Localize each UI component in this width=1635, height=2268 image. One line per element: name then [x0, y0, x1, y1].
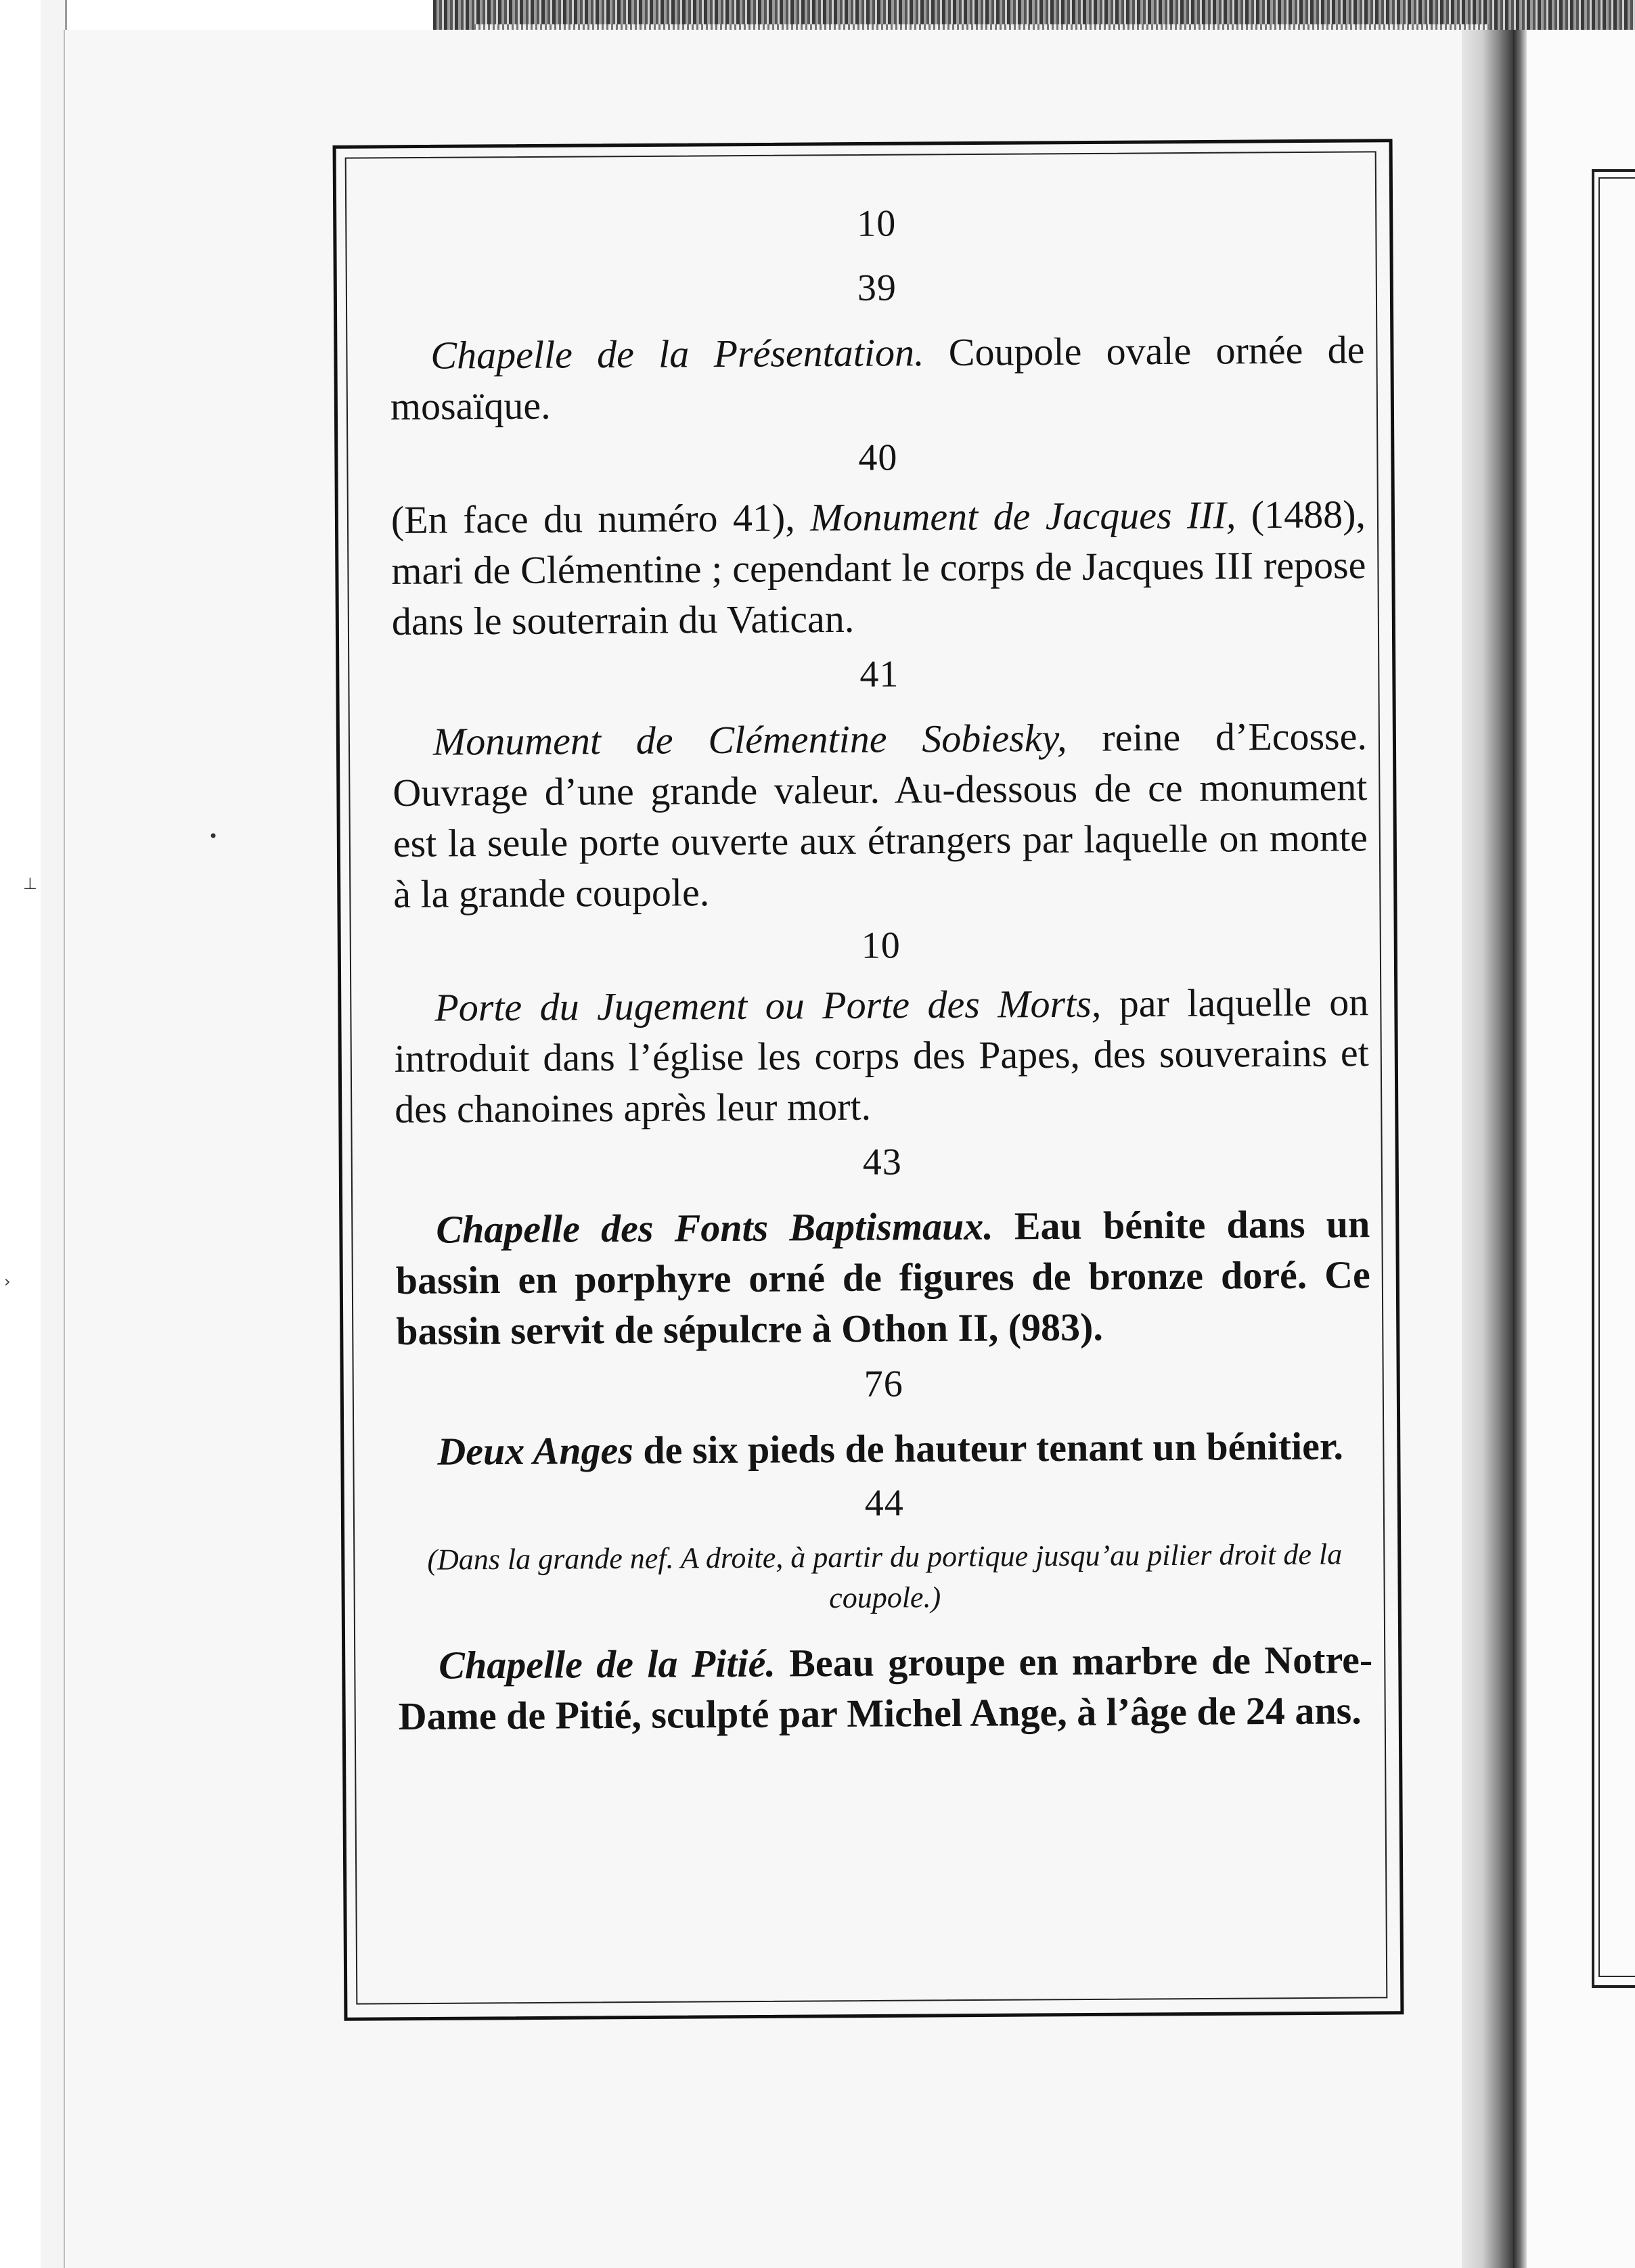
entry-76-text: de six pieds de hauteur tenant un bénitier. [633, 1424, 1344, 1472]
entry-10-title: Porte du Jugement ou Porte des Morts, [434, 981, 1102, 1030]
entry-39-title: Chapelle de la Présentation. [430, 330, 924, 378]
entry-pitie-text: Beau groupe en marbre de Notre-Dame de Pitié, sculpté par Michel Ange, à l’âge de 24 ans. [398, 1637, 1373, 1738]
section-note: (Dans la grande nef. A droite, à partir du portique jusqu’au pilier droit de la coupole.) [427, 1537, 1343, 1615]
entry-41-title: Monument de Clémentine Sobiesky, [432, 715, 1067, 764]
margin-arrow-mark: › [4, 1272, 11, 1291]
entry-number-40: 40 [858, 436, 898, 479]
entry-43-text: Eau bénite dans un bassin en porphyre orné de figures de bronze doré. Ce bassin servit de sépulcre à Othon II, (983). [395, 1202, 1370, 1353]
entry-number-43: 43 [862, 1141, 902, 1183]
entry-10 [394, 976, 1369, 1135]
margin-dot-mark: • [208, 827, 219, 846]
left-page-edge [0, 0, 67, 2268]
entry-40-pre: (En face du numéro 41), [390, 495, 811, 542]
entry-10-text: par laquelle on introduit dans l’église les corps des Papes, des souverains et des chanoines après leur mort. [394, 980, 1369, 1131]
entry-40 [391, 489, 1366, 647]
entry-43 [395, 1198, 1370, 1357]
entry-41-text: reine d’Ecosse. Ouvrage d’une grande valeur. Au-dessous de ce monument est la seule porte ouverte aux étrangers par laquelle on monte à la grande coupole. [393, 714, 1368, 916]
page-fold-shadow [1462, 30, 1513, 2268]
entry-pitie-title: Chapelle de la Pitié. [439, 1641, 776, 1687]
entry-40-title: Monument de Jacques III, [809, 493, 1236, 540]
next-page-frame-inner [1598, 177, 1635, 1977]
entry-number-44: 44 [864, 1482, 905, 1524]
entry-number-10: 10 [861, 924, 901, 967]
entry-76 [397, 1420, 1371, 1477]
entry-pitie [398, 1634, 1373, 1742]
margin-tick-mark: ⊥ [23, 874, 37, 893]
book-gutter [1513, 30, 1527, 2268]
entry-40-text: (1488), mari de Clémentine ; cependant le corps de Jacques III repose dans le souterrain du Vatican. [391, 492, 1366, 643]
entry-number-39: 39 [857, 267, 897, 309]
entry-number-41: 41 [859, 653, 899, 696]
page-number: 10 [857, 202, 897, 245]
entry-76-title: Deux Anges [437, 1428, 634, 1474]
entry-43-title: Chapelle des Fonts Baptismaux. [436, 1204, 993, 1252]
entry-39 [390, 324, 1365, 432]
page-content [389, 190, 1373, 1742]
entry-number-76: 76 [864, 1363, 903, 1405]
entry-39-text: Coupole ovale ornée de mosaïque. [390, 327, 1365, 428]
entry-41 [393, 710, 1368, 920]
